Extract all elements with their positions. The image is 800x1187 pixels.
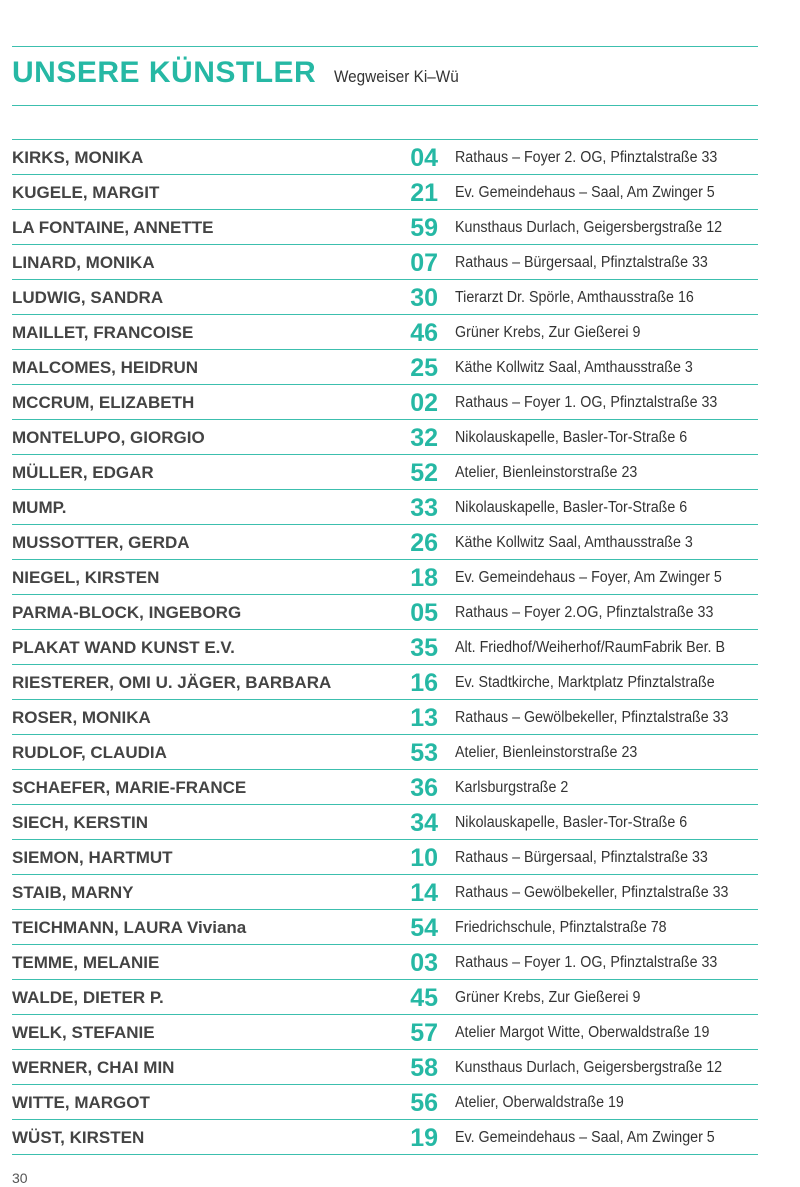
- artist-location: Ev. Gemeindehaus – Foyer, Am Zwinger 5: [455, 569, 722, 586]
- artist-location: Ev. Gemeindehaus – Saal, Am Zwinger 5: [455, 1129, 715, 1146]
- artist-location: Grüner Krebs, Zur Gießerei 9: [455, 324, 641, 341]
- artist-number: 57: [410, 1019, 438, 1047]
- artist-row: [12, 910, 758, 945]
- artist-number: 32: [410, 424, 438, 452]
- artist-number: 10: [410, 844, 438, 872]
- artist-number: 16: [410, 669, 438, 697]
- artist-number: 30: [410, 284, 438, 312]
- artist-number: 03: [410, 949, 438, 977]
- artist-number: 46: [410, 319, 438, 347]
- artist-name: LA FONTAINE, ANNETTE: [12, 218, 214, 237]
- artist-row: [12, 595, 758, 630]
- artist-row: [12, 525, 758, 560]
- artist-number: 54: [410, 914, 438, 942]
- artist-number: 05: [410, 599, 438, 627]
- artist-row: [12, 980, 758, 1015]
- artist-location: Rathaus – Gewölbekeller, Pfinztalstraße 33: [455, 884, 729, 901]
- artist-name: NIEGEL, KIRSTEN: [12, 568, 160, 587]
- artist-name: LINARD, MONIKA: [12, 253, 155, 272]
- artist-row: [12, 280, 758, 315]
- artist-table: [12, 139, 758, 1155]
- artist-name: TEICHMANN, LAURA Viviana: [12, 918, 247, 937]
- artist-name: TEMME, MELANIE: [12, 953, 160, 972]
- artist-row: [12, 805, 758, 840]
- artist-number: 58: [410, 1054, 438, 1082]
- artist-location: Kunsthaus Durlach, Geigersbergstraße 12: [455, 219, 723, 236]
- page-number: 30: [12, 1170, 28, 1186]
- artist-location: Rathaus – Gewölbekeller, Pfinztalstraße 33: [455, 709, 729, 726]
- artist-location: Friedrichschule, Pfinztalstraße 78: [455, 919, 667, 936]
- artist-name: MUMP.: [12, 498, 67, 517]
- artist-row: [12, 245, 758, 280]
- artist-location: Grüner Krebs, Zur Gießerei 9: [455, 989, 641, 1006]
- artist-name: WERNER, CHAI MIN: [12, 1058, 175, 1077]
- top-rule: [12, 46, 758, 47]
- artist-number: 02: [410, 389, 438, 417]
- artist-row: [12, 875, 758, 910]
- artist-name: MALCOMES, HEIDRUN: [12, 358, 199, 377]
- artist-location: Tierarzt Dr. Spörle, Amthausstraße 16: [455, 289, 694, 306]
- artist-location: Rathaus – Foyer 2. OG, Pfinztalstraße 33: [455, 149, 718, 166]
- artist-location: Rathaus – Bürgersaal, Pfinztalstraße 33: [455, 849, 708, 866]
- artist-number: 45: [410, 984, 438, 1012]
- artist-location: Rathaus – Foyer 1. OG, Pfinztalstraße 33: [455, 954, 718, 971]
- page-header: [12, 56, 758, 100]
- artist-name: WELK, STEFANIE: [12, 1023, 155, 1042]
- artist-location: Atelier Margot Witte, Oberwaldstraße 19: [455, 1024, 710, 1041]
- artist-name: MAILLET, FRANCOISE: [12, 323, 194, 342]
- artist-name: SIECH, KERSTIN: [12, 813, 149, 832]
- artist-row: [12, 945, 758, 980]
- artist-row: [12, 210, 758, 245]
- artist-row: [12, 770, 758, 805]
- artist-number: 35: [410, 634, 438, 662]
- artist-location: Atelier, Oberwaldstraße 19: [455, 1094, 624, 1111]
- artist-number: 53: [410, 739, 438, 767]
- artist-row: [12, 139, 758, 175]
- artist-row: [12, 1085, 758, 1120]
- artist-number: 56: [410, 1089, 438, 1117]
- page-title: UNSERE KÜNSTLER: [12, 56, 317, 89]
- artist-row: [12, 840, 758, 875]
- artist-number: 36: [410, 774, 438, 802]
- artist-location: Alt. Friedhof/Weiherhof/RaumFabrik Ber. B: [455, 639, 726, 656]
- page-subtitle: Wegweiser Ki–Wü: [334, 67, 459, 86]
- artist-name: STAIB, MARNY: [12, 883, 134, 902]
- artist-location: Käthe Kollwitz Saal, Amthausstraße 3: [455, 359, 693, 376]
- artist-number: 19: [410, 1124, 438, 1152]
- artist-location: Ev. Gemeindehaus – Saal, Am Zwinger 5: [455, 184, 715, 201]
- artist-row: [12, 455, 758, 490]
- artist-name: SCHAEFER, MARIE-FRANCE: [12, 778, 247, 797]
- artist-number: 34: [410, 809, 438, 837]
- artist-location: Rathaus – Bürgersaal, Pfinztalstraße 33: [455, 254, 708, 271]
- artist-row: [12, 315, 758, 350]
- artist-row: [12, 700, 758, 735]
- artist-name: MCCRUM, ELIZABETH: [12, 393, 195, 412]
- artist-location: Nikolauskapelle, Basler-Tor-Straße 6: [455, 499, 688, 516]
- artist-number: 59: [410, 214, 438, 242]
- artist-row: [12, 385, 758, 420]
- artist-name: PARMA-BLOCK, INGEBORG: [12, 603, 242, 622]
- artist-name: KUGELE, MARGIT: [12, 183, 160, 202]
- artist-number: 21: [410, 179, 438, 207]
- artist-location: Nikolauskapelle, Basler-Tor-Straße 6: [455, 814, 688, 831]
- artist-name: RIESTERER, OMI U. JÄGER, BARBARA: [12, 673, 332, 692]
- artist-name: RUDLOF, CLAUDIA: [12, 743, 167, 762]
- artist-number: 25: [410, 354, 438, 382]
- artist-number: 52: [410, 459, 438, 487]
- artist-row: [12, 630, 758, 665]
- artist-row: [12, 560, 758, 595]
- artist-location: Atelier, Bienleinstorstraße 23: [455, 464, 638, 481]
- header-rule: [12, 105, 758, 106]
- artist-number: 14: [410, 879, 438, 907]
- artist-name: MONTELUPO, GIORGIO: [12, 428, 205, 447]
- artist-number: 04: [410, 144, 438, 172]
- artist-row: [12, 1015, 758, 1050]
- artist-location: Karlsburgstraße 2: [455, 779, 569, 796]
- artist-name: LUDWIG, SANDRA: [12, 288, 164, 307]
- artist-number: 33: [410, 494, 438, 522]
- artist-location: Rathaus – Foyer 1. OG, Pfinztalstraße 33: [455, 394, 718, 411]
- artist-name: ROSER, MONIKA: [12, 708, 151, 727]
- artist-number: 13: [410, 704, 438, 732]
- artist-name: WITTE, MARGOT: [12, 1093, 150, 1112]
- artist-row: [12, 1050, 758, 1085]
- artist-location: Ev. Stadtkirche, Marktplatz Pfinztalstraße: [455, 674, 715, 691]
- artist-name: WALDE, DIETER P.: [12, 988, 164, 1007]
- artist-row: [12, 350, 758, 385]
- artist-location: Nikolauskapelle, Basler-Tor-Straße 6: [455, 429, 688, 446]
- artist-name: PLAKAT WAND KUNST E.V.: [12, 638, 235, 657]
- artist-number: 18: [410, 564, 438, 592]
- artist-row: [12, 1120, 758, 1155]
- artist-location: Atelier, Bienleinstorstraße 23: [455, 744, 638, 761]
- artist-number: 07: [410, 249, 438, 277]
- artist-row: [12, 420, 758, 455]
- artist-location: Rathaus – Foyer 2.OG, Pfinztalstraße 33: [455, 604, 714, 621]
- artist-row: [12, 175, 758, 210]
- artist-name: WÜST, KIRSTEN: [12, 1128, 145, 1147]
- artist-row: [12, 490, 758, 525]
- artist-name: MÜLLER, EDGAR: [12, 463, 154, 482]
- artist-location: Käthe Kollwitz Saal, Amthausstraße 3: [455, 534, 693, 551]
- artist-location: Kunsthaus Durlach, Geigersbergstraße 12: [455, 1059, 723, 1076]
- artist-row: [12, 735, 758, 770]
- artist-row: [12, 665, 758, 700]
- artist-name: SIEMON, HARTMUT: [12, 848, 173, 867]
- artist-name: KIRKS, MONIKA: [12, 148, 144, 167]
- artist-name: MUSSOTTER, GERDA: [12, 533, 190, 552]
- artist-number: 26: [410, 529, 438, 557]
